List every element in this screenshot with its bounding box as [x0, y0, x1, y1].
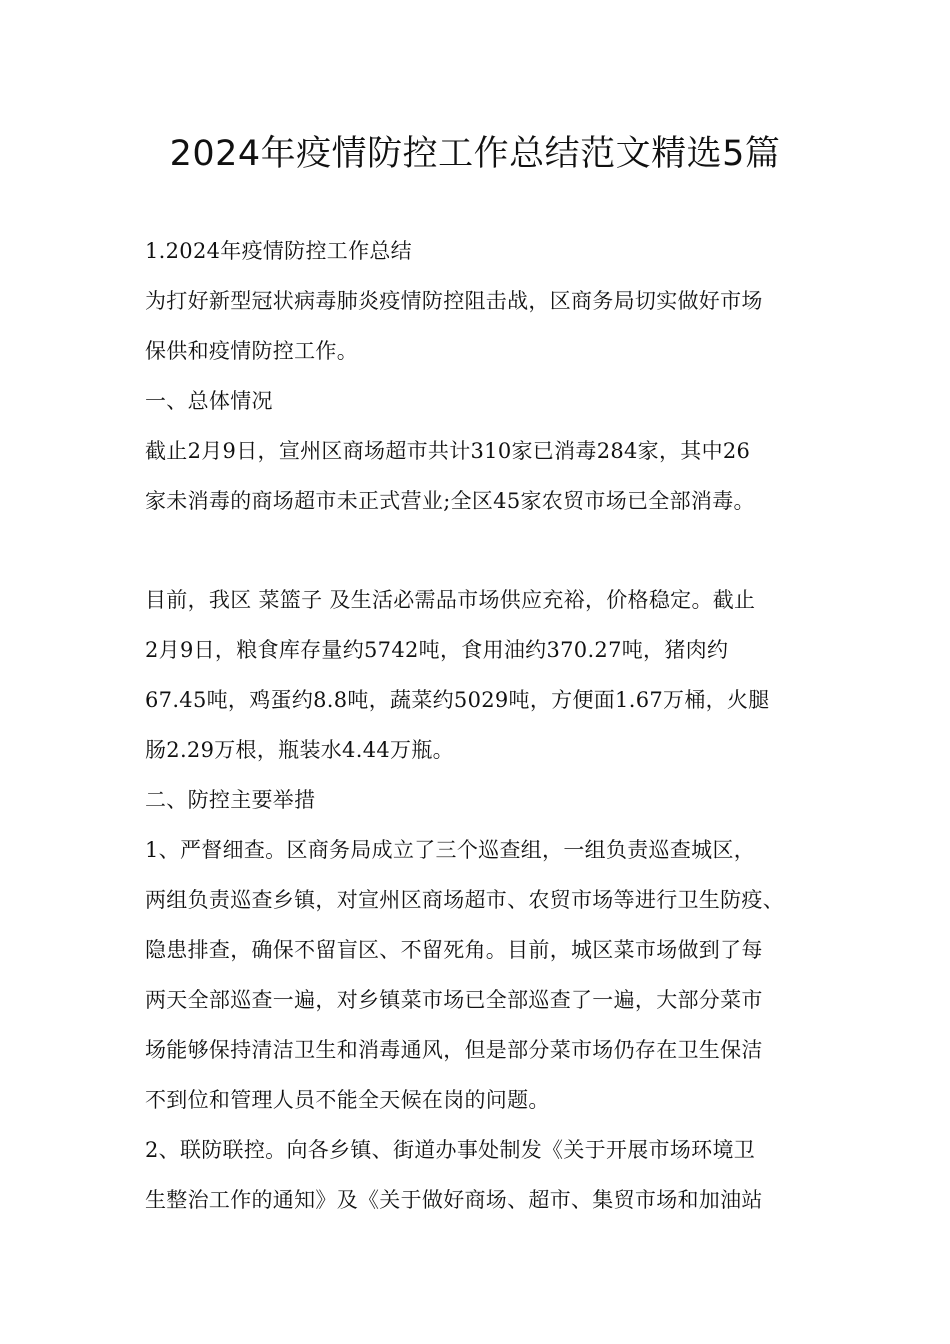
paragraph-line: 不到位和管理人员不能全天候在岗的问题。 — [145, 1088, 550, 1112]
section-heading-1: 1.2024年疫情防控工作总结 — [145, 239, 412, 263]
paragraph-line: 两天全部巡查一遍，对乡镇菜市场已全部巡查了一遍，大部分菜市 — [145, 988, 763, 1012]
paragraph-line: 隐患排查，确保不留盲区、不留死角。目前，城区菜市场做到了每 — [145, 938, 763, 962]
paragraph-line: 2、联防联控。向各乡镇、街道办事处制发《关于开展市场环境卫 — [145, 1138, 756, 1162]
paragraph-line: 两组负责巡查乡镇，对宣州区商场超市、农贸市场等进行卫生防疫、 — [145, 888, 784, 912]
section-heading-measures: 二、防控主要举措 — [145, 788, 316, 812]
paragraph-line: 场能够保持清洁卫生和消毒通风，但是部分菜市场仍存在卫生保洁 — [145, 1038, 763, 1062]
paragraph-line: 为打好新型冠状病毒肺炎疫情防控阻击战，区商务局切实做好市场 — [145, 289, 763, 313]
paragraph-line: 2月9日，粮食库存量约5742吨，食用油约370.27吨，猪肉约 — [145, 638, 729, 662]
section-heading-overview: 一、总体情况 — [145, 389, 273, 413]
paragraph-line: 67.45吨，鸡蛋约8.8吨，蔬菜约5029吨，方便面1.67万桶，火腿 — [145, 688, 770, 712]
paragraph-line: 截止2月9日，宣州区商场超市共计310家已消毒284家，其中26 — [145, 439, 751, 463]
paragraph-line: 目前，我区 菜篮子 及生活必需品市场供应充裕，价格稳定。截止 — [145, 588, 756, 612]
paragraph-line: 保供和疫情防控工作。 — [145, 339, 358, 363]
paragraph-line: 家未消毒的商场超市未正式营业;全区45家农贸市场已全部消毒。 — [145, 489, 755, 513]
paragraph-line: 生整治工作的通知》及《关于做好商场、超市、集贸市场和加油站 — [145, 1188, 763, 1212]
paragraph-line: 肠2.29万根，瓶装水4.44万瓶。 — [145, 738, 454, 762]
paragraph-line: 1、严督细查。区商务局成立了三个巡查组，一组负责巡查城区， — [145, 838, 756, 862]
document-title: 2024年疫情防控工作总结范文精选5篇 — [169, 134, 781, 174]
